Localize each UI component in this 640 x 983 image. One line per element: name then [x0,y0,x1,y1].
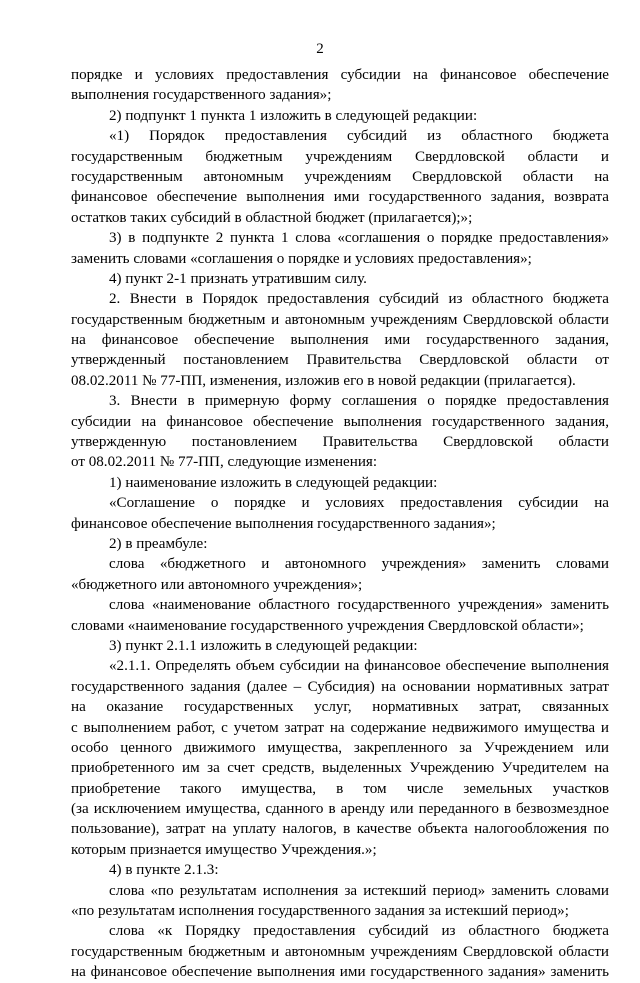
text-line: финансовое обеспечение выполнения государственного задания»; [71,515,496,532]
text-line: 2) в преамбуле: [109,535,208,552]
text-line: финансовое обеспечение выполнения ими государственного задания, возврата [71,189,609,206]
text-line: 3. Внести в примерную форму соглашения о порядке предоставления [109,393,609,410]
text-line: субсидии на финансовое обеспечение выполнения государственного задания, [71,413,609,430]
text-line: государственного задания (далее – Субсидия) на основании нормативных затрат [71,678,609,695]
text-line: от 08.02.2011 № 77-ПП, следующие изменения: [71,454,378,471]
text-line: на оказание государственных услуг, нормативных затрат, связанных [71,699,609,716]
text-line: 1) наименование изложить в следующей редакции: [109,474,438,491]
text-line: пользование), затрат на уплату налогов, в качестве объекта налогообложения по [71,821,609,838]
text-line: словами «наименование государственного учреждения Свердловской области»; [71,617,584,634]
text-line: остатков таких субсидий в областной бюджет (прилагается);»; [71,209,473,226]
text-line: «Соглашение о порядке и условиях предоставления субсидии на [109,495,609,512]
text-line: 2) подпункт 1 пункта 1 изложить в следующей редакции: [109,107,478,124]
text-line: «по результатам исполнения государственного задания за истекший период»; [71,903,569,920]
text-line: «бюджетного или автономного учреждения»; [71,576,363,593]
text-line: государственным бюджетным и автономным учреждениям Свердловской области [71,311,609,328]
text-line: утвержденную постановлением Правительства Свердловской области [71,434,609,451]
text-line: 2. Внести в Порядок предоставления субсидий из областного бюджета [109,291,609,308]
text-line: 4) пункт 2-1 признать утратившим силу. [109,270,367,287]
text-line: особо ценного движимого имущества, закрепленного за Учреждением или [71,739,609,756]
document-body [71,65,609,983]
text-line: 4) в пункте 2.1.3: [109,862,219,879]
text-line: «1) Порядок предоставления субсидий из областного бюджета [109,128,609,145]
text-line: «2.1.1. Определять объем субсидии на финансовое обеспечение выполнения [109,658,609,675]
text-line: на финансовое обеспечение выполнения ими государственного задания, [71,332,609,349]
text-line: государственным бюджетным и автономным учреждениям Свердловской области [71,943,609,960]
text-line: утвержденный постановлением Правительства Свердловской области от [71,352,609,369]
text-line: (за исключением имущества, сданного в аренду или переданного в безвозмездное [71,801,609,818]
text-line: слова «бюджетного и автономного учреждения» заменить словами [109,556,609,573]
text-line: которым признается имущество Учреждения.»; [71,841,377,858]
text-line: приобретенного им за счет средств, выделенных Учреждению Учредителем на [71,760,609,777]
text-line: государственным бюджетным учреждениям Свердловской области и [71,148,609,165]
text-line: слова «по результатам исполнения за истекший период» заменить словами [109,882,609,899]
text-line: порядке и условиях предоставления субсидии на финансовое обеспечение [71,67,609,83]
text-line: государственным автономным учреждениям Свердловской области на [71,168,609,185]
text-line: приобретение такого имущества, в том числе земельных участков [71,780,609,797]
text-line: выполнения государственного задания»; [71,87,332,104]
page-number: 2 [316,41,324,57]
text-line: 3) пункт 2.1.1 изложить в следующей редакции: [109,637,418,654]
text-line: 08.02.2011 № 77-ПП, изменения, изложив его в новой редакции (прилагается). [71,372,576,389]
text-line: слова «к Порядку предоставления субсидий из областного бюджета [109,923,609,940]
text-line: на финансовое обеспечение выполнения ими государственного задания» заменить [71,964,609,981]
text-line: заменить словами «соглашения о порядке и условиях предоставления»; [71,250,532,267]
text-line: с выполнением работ, с учетом затрат на содержание недвижимого имущества и [71,719,609,736]
text-line: 3) в подпункте 2 пункта 1 слова «соглашения о порядке предоставления» [109,230,609,247]
text-line: слова «наименование областного государственного учреждения» заменить [109,597,609,614]
